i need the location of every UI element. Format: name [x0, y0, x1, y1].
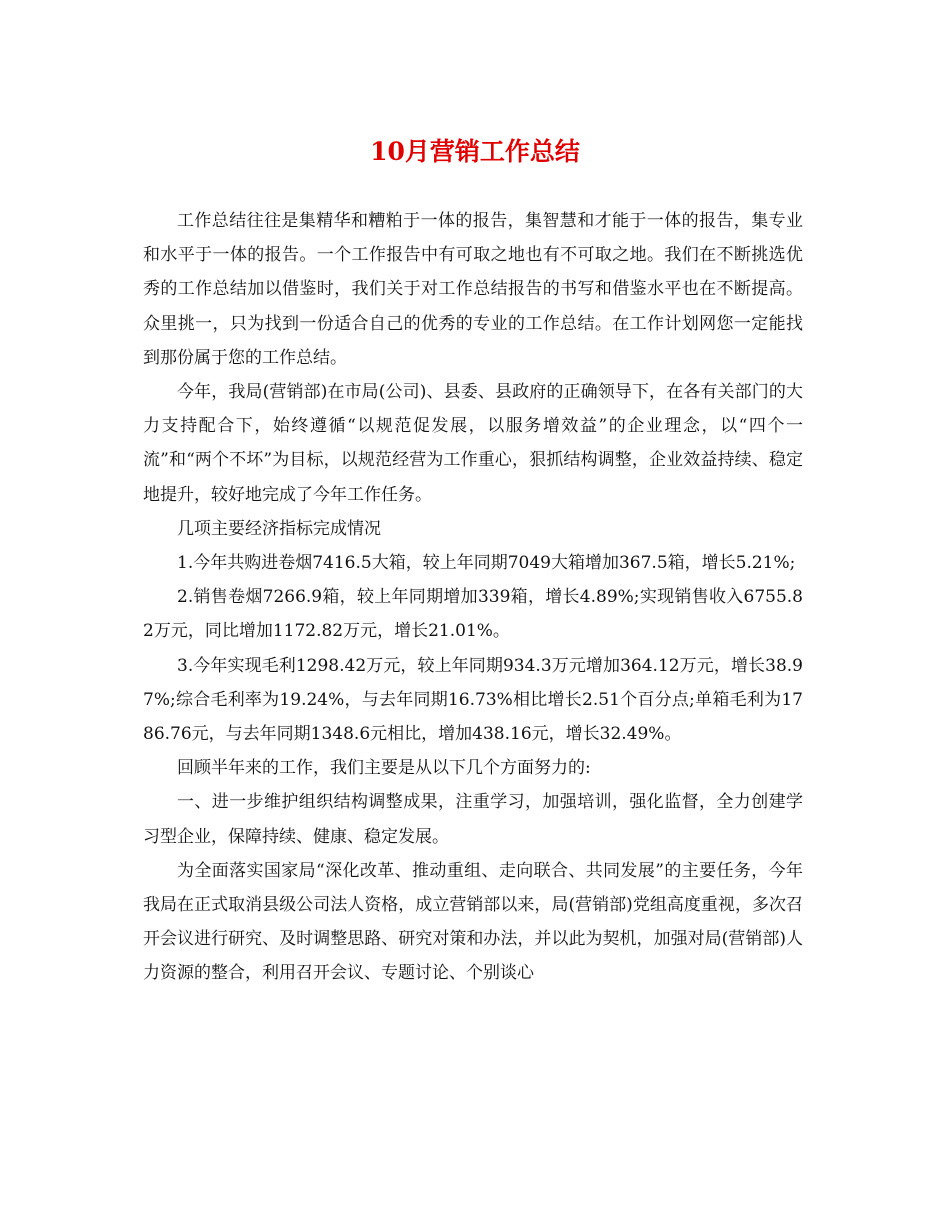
document-title: 10月营销工作总结	[370, 137, 580, 166]
paragraph-indicators-heading: 几项主要经济指标完成情况	[177, 518, 381, 539]
paragraph-intro: 工作总结往往是集精华和糟粕于一体的报告，集智慧和才能于一体的报告，集专业和水平于一体的报告。一个工作报告中有可取之地也有不可取之地。我们在不断挑选优秀的工作总结加以借鉴时，我们关于对工作总结报告的书写和借鉴水平也在不断提高。众里挑一，只为找到一份适合自己的优秀的专业的工作总结。在工作计划网您一定能找到那份属于您的工作总结。	[143, 211, 803, 368]
paragraph-section-1-body: 为全面落实国家局“深化改革、推动重组、走向联合、共同发展”的主要任务，今年我局在正式取消县级公司法人资格，成立营销部以来，局(营销部)党组高度重视，多次召开会议进行研究、及时调整思路、研究对策和办法，并以此为契机，加强对局(营销部)人力资源的整合，利用召开会议、专题讨论、个别谈心	[143, 860, 803, 984]
document-body	[143, 204, 803, 991]
paragraph-indicator-3: 3.今年实现毛利1298.42万元，较上年同期934.3万元增加364.12万元，增长38.97%;综合毛利率为19.24%，与去年同期16.73%相比增长2.51个百分点;单箱毛利为1786.76元，与去年同期1348.6元相比，增加438.16元，增长32.49%。	[143, 655, 803, 745]
paragraph-section-1-heading: 一、进一步维护组织结构调整成果，注重学习，加强培训，强化监督，全力创建学习型企业，保障持续、健康、稳定发展。	[143, 792, 803, 847]
paragraph-overview: 今年，我局(营销部)在市局(公司)、县委、县政府的正确领导下，在各有关部门的大力支持配合下，始终遵循“以规范促发展，以服务增效益”的企业理念，以“四个一流”和“两个不坏”为目标，以规范经营为工作重心，狠抓结构调整，企业效益持续、稳定地提升，较好地完成了今年工作任务。	[143, 382, 803, 505]
paragraph-indicator-1: 1.今年共购进卷烟7416.5大箱，较上年同期7049大箱增加367.5箱，增长5.21%;	[177, 553, 796, 574]
paragraph-indicator-2: 2.销售卷烟7266.9箱，较上年同期增加339箱，增长4.89%;实现销售收入6755.82万元，同比增加1172.82万元，增长21.01%。	[143, 587, 803, 642]
paragraph-review-heading: 回顾半年来的工作，我们主要是从以下几个方面努力的:	[177, 758, 591, 779]
